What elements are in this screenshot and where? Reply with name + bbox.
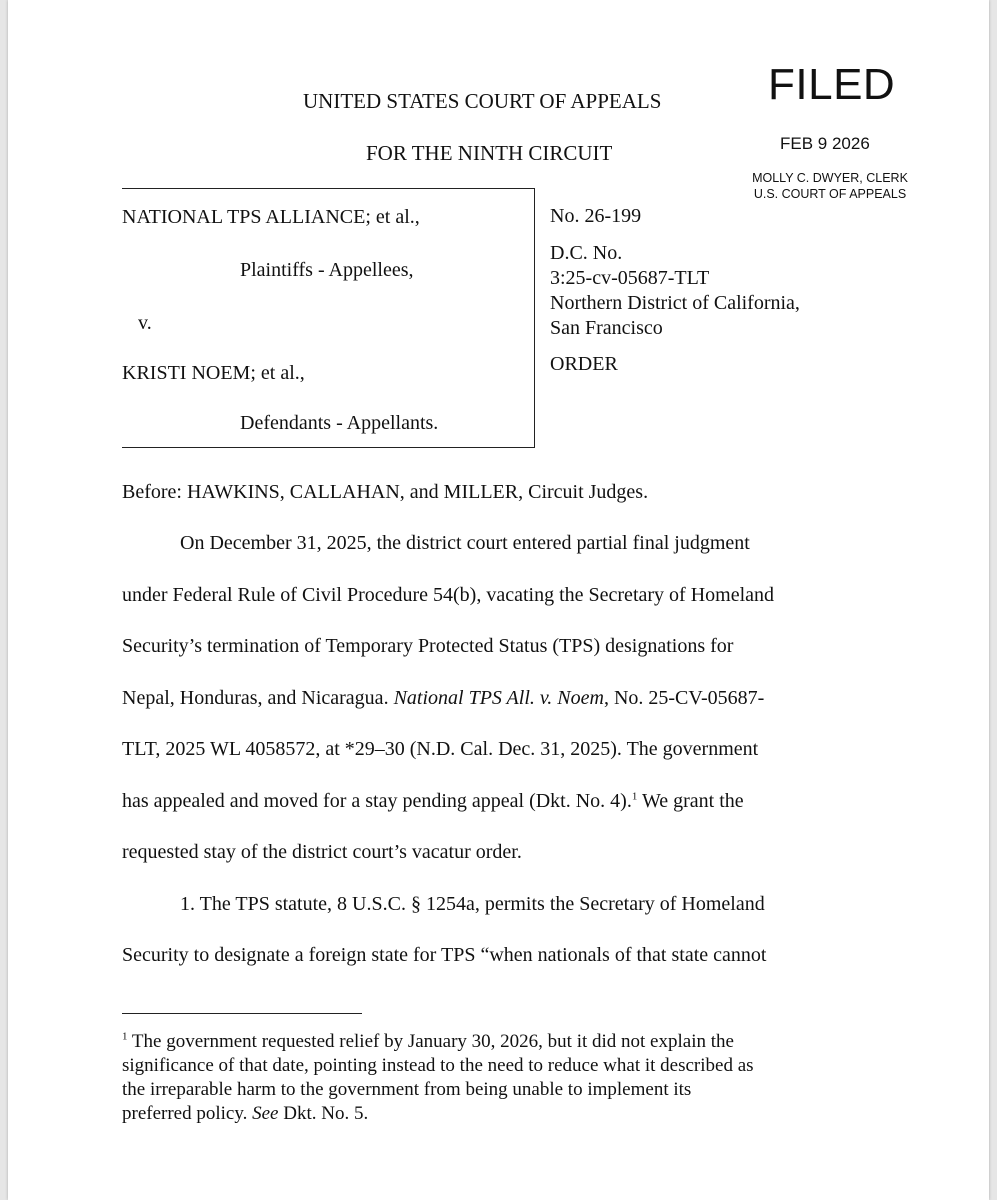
footnote — [122, 1030, 754, 1126]
dc-label: D.C. No. — [550, 242, 623, 264]
body-line: On December 31, 2025, the district court entered partial final judgment — [180, 532, 750, 554]
body-line: under Federal Rule of Civil Procedure 54(b), vacating the Secretary of Homeland — [122, 584, 775, 606]
filed-date: FEB 9 2026 — [780, 134, 870, 153]
footnote-reference[interactable]: 1 — [631, 790, 638, 803]
footnote-marker: 1 — [122, 1030, 128, 1043]
footnote-line: significance of that date, pointing instead to the need to reduce what it described as — [122, 1055, 754, 1076]
defendants-name: KRISTI NOEM; et al., — [122, 362, 305, 384]
plaintiffs-role: Plaintiffs - Appellees, — [240, 259, 414, 281]
versus-label: v. — [138, 312, 152, 334]
body-line — [122, 790, 744, 813]
body-line: 1. The TPS statute, 8 U.S.C. § 1254a, permits the Secretary of Homeland — [180, 893, 765, 915]
body-text: We grant the — [637, 790, 744, 812]
panel-judges: Before: HAWKINS, CALLAHAN, and MILLER, Circuit Judges. — [122, 481, 649, 503]
district-name: Northern District of California, — [550, 292, 800, 314]
citation-signal: See — [252, 1103, 279, 1124]
case-citation: National TPS All. v. Noem — [393, 687, 604, 709]
footnote-text: preferred policy. — [122, 1103, 253, 1124]
footnote-line — [122, 1102, 754, 1126]
footnote-line: the irreparable harm to the government from being unable to implement its — [122, 1079, 692, 1100]
body-line: TLT, 2025 WL 4058572, at *29–30 (N.D. Cal. Dec. 31, 2025). The government — [122, 738, 759, 760]
body-text: has appealed and moved for a stay pending appeal (Dkt. No. 4). — [122, 790, 632, 812]
footnote-text: The government requested relief by January 30, 2026, but it did not explain the — [127, 1031, 734, 1052]
document-page — [8, 0, 989, 1200]
filed-label: FILED — [768, 60, 896, 109]
clerk-name: MOLLY C. DWYER, CLERK — [752, 171, 908, 185]
district-city: San Francisco — [550, 317, 663, 339]
defendants-role: Defendants - Appellants. — [240, 412, 439, 434]
court-name: UNITED STATES COURT OF APPEALS — [303, 89, 662, 113]
circuit-name: FOR THE NINTH CIRCUIT — [366, 141, 613, 165]
document-type: ORDER — [550, 353, 618, 375]
body-line: requested stay of the district court’s vacatur order. — [122, 841, 522, 863]
footnote-line — [122, 1030, 754, 1054]
footnote-divider — [122, 1013, 362, 1014]
case-info — [550, 204, 800, 377]
clerk-office: U.S. COURT OF APPEALS — [753, 187, 907, 201]
body-line — [122, 687, 764, 710]
case-number: No. 26-199 — [550, 205, 642, 227]
dc-number: 3:25-cv-05687-TLT — [550, 267, 710, 289]
body-text: Nepal, Honduras, and Nicaragua. — [122, 687, 394, 709]
body-line: Security’s termination of Temporary Protected Status (TPS) designations for — [122, 635, 734, 657]
body-line: Security to designate a foreign state for TPS “when nationals of that state cannot — [122, 944, 767, 966]
body-text: , No. 25-CV-05687- — [603, 687, 765, 709]
plaintiffs-name: NATIONAL TPS ALLIANCE; et al., — [122, 206, 420, 228]
footnote-text: Dkt. No. 5. — [278, 1103, 369, 1124]
